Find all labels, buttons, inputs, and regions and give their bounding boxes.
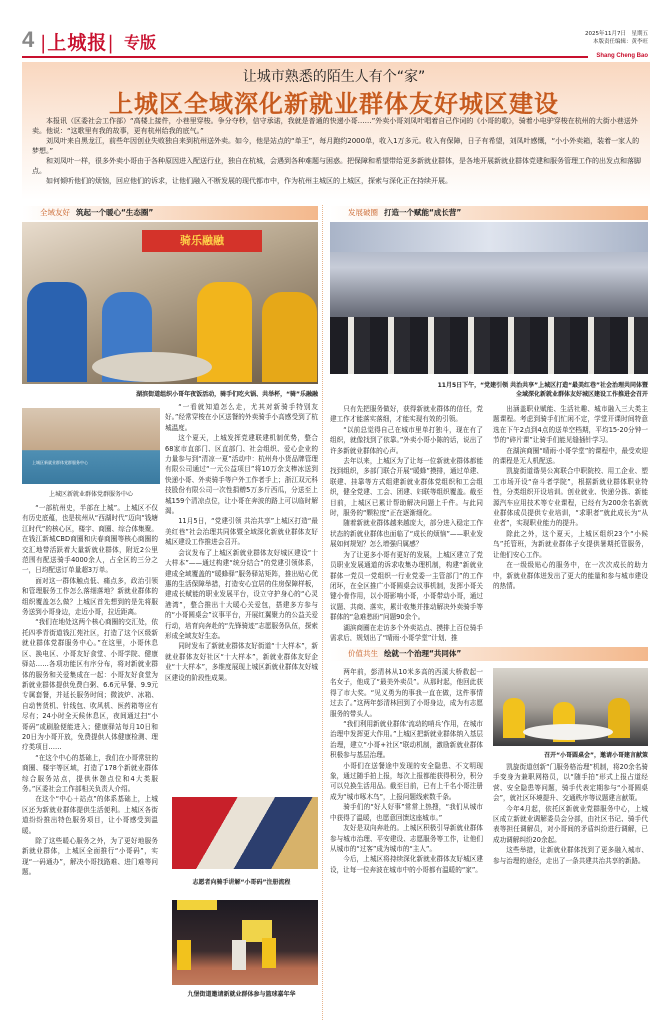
article-column-5: [330, 667, 483, 1019]
paragraph: 湖滨商圈在走访多个外卖站点、摸排上百位骑手需求后，规划出了“晴雨·小哥学堂”计划，推: [330, 623, 483, 641]
section-title: 打造一个赋能“成长营”: [384, 208, 462, 217]
issue-info: [585, 30, 648, 46]
article-column-6: [493, 762, 648, 1019]
section-header-2: [330, 206, 648, 220]
photo-service-center: [22, 408, 160, 484]
photo-roundtable-meeting: [493, 668, 648, 746]
paragraph: 今年4月起，依托区新就业党群服务中心，上城区成立新就业调解委员会分部，由社区书记、骑手代表等担任调解员，对小哥间的矛盾纠纷进行调解，已成功调解纠纷20余起。: [493, 804, 648, 844]
paragraph: 小哥们在送餐途中发现的安全隐患、不文明现象，通过随手拍上报，每次上报都能获得积分，积分可以兑换生活用品。截至目前，已有上千名小哥注册成为“城市啄木鸟”，上报问题线索数千条。: [330, 761, 483, 801]
paragraph: 11月5日，“党建引领 共治共享”上城区打造“最美红巷”社会治理共同体暨全域深化新就业群体友好城区建设工作推进会召开。: [165, 517, 318, 547]
paragraph: 为了让更多小哥有更好的发展，上城区建立了党员职业发展通道的诉求收集办理机制，构建“新就业群体一党员一党组织一行业党委一主管部门”的工作闭环，在全区推广小哥圆桌会议事机制，发挥小哥关键小骨作用，以小哥影响小哥，小哥带动小哥，通过议题、共商、落实，累计收集并推动解决外卖骑手等群体的“急难愁盼”问题90余个。: [330, 550, 483, 622]
column-divider: [322, 205, 323, 1020]
photo-banner-sign: 骑乐融融: [142, 230, 262, 252]
masthead-rule: [22, 56, 588, 58]
section-title: 绘就一个治理“共同体”: [384, 649, 462, 658]
paragraph: “在这个中心的基础上，我们在小哥常驻的商圈、楼宇等区域，打造了178个新就业群体综合服务站点，提供休憩点位和4大类服务。”区委社会工作部相关负责人介绍。: [22, 753, 158, 793]
paragraph: 随着新就业群体越来越庞大，部分进入稳定工作状态的新就业群体也面临了“成长的烦恼”——职业发展如何规划？怎么增强归属感？: [330, 519, 483, 549]
paragraph: 会议发布了上城区新就业群体友好城区建设“十大样本”——通过构建“统分结合”的党建引领体系，建成全域覆盖的“暖蜂驿”服务驿站矩阵，推出贴心优惠的生活保障举措，打造安心宜居的住房保障样板，建成长赋能的职业发展平台，设立守护身心的“心灵港湾”，整合推出十大暖心关爱包，搭建多方参与的“小哥圆桌会”议事平台，开展红翼聚力的公益关爱行动，培育向奔赴的“先锋骑迹”志愿服务队伍，探索形成全域友好生态。: [165, 548, 318, 640]
lead-paragraph: 刘凤叶来自黑龙江，前些年因创业失败独自来到杭州送外卖。如今，他是站点的“单王”，每月跑约2000单，收入1万多元。收入有保障，日子有希望，刘凤叶感慨，“小小外卖箱，装着一家人的梦想。”: [32, 137, 640, 155]
caption-line: 全域深化新就业群体友好城区建设工作推进会召开: [515, 391, 648, 398]
section-header-3: [330, 647, 648, 661]
caption-photo4: 九堡街道邀请新就业群体参与篮球嘉年华: [187, 991, 296, 998]
caption-line: 11月5日下午，“党建引领 共治共享”上城区打造“最美红巷”社会治理共同体暨: [437, 382, 648, 389]
caption-photo6: 召开“小哥圆桌会”，邀请小哥建言献策: [544, 752, 648, 759]
lead-paragraph: 如何倾听他们的烦恼，回应他们的诉求，让他们融入不断发展的现代都市中，作为杭州主城区的上城区，探索与深化正在持续开展。: [46, 177, 452, 185]
paragraph: 除了这些暖心服务之外，为了更好地服务新就业群体，上城区全面推行“小哥码”，实现“一码通办”，解决小哥找路难、进门难等问题。: [22, 837, 158, 877]
page-number: 4: [22, 27, 35, 52]
section-tag: 发展破圈: [348, 208, 378, 217]
photo-player: [177, 940, 191, 970]
article-column-4: [493, 404, 648, 641]
paragraph: “一看就知道怎么走，尤其对新骑手特别友好。”经常穿梭在小区送餐的外卖骑手小高感受到了杭城温度。: [165, 403, 318, 432]
paragraph: 在一级级贴心的服务中，在一次次成长的助力中，新就业群体迸发出了更大的能量和参与城市建设的热情。: [493, 561, 648, 590]
section-label: 专版: [124, 33, 157, 52]
paragraph: 凯旋街道创新“门服务格治理”机制，将20余名骑手变身为兼职网格员，以“随手拍”形式上报占道经营、安全隐患等问题，骑手代表定期参与“小哥圆桌会”，就社区环境提升、交通秩序等议题建言献策。: [493, 763, 648, 803]
paragraph: “我们利用新就业群体‘流动的哨兵’作用，在城市治理中发挥更大作用。”上城区把新就业群体纳入基层治理，建立“小哥+社区”联动机制，激励新就业群体积极参与基层治理。: [330, 720, 483, 760]
paragraph: 骑手们的“好人好事”常常上热搜，“我们从城市中获得了温暖，也愿意回馈这座城市。”: [330, 803, 483, 822]
article-column-1: [22, 503, 158, 1018]
paragraph: 两年前，彭清林从10米多高的西溪大桥救起一名女子，他成了“最美外卖员”。从那时起，他回此获得了市大奖。“见义勇为的事我一直在做，这件事情过去了。”这两年彭清林回到了小哥身边，成为有志愿服务的带头人。: [330, 668, 483, 718]
photo-table: [523, 724, 613, 740]
lead-text: [32, 116, 642, 186]
photo-volunteer-explains: [172, 797, 318, 869]
headline-subtitle: 让城市熟悉的陌生人有个“家”: [242, 69, 426, 85]
section-header-1: [22, 206, 318, 220]
paragraph: 去年以来，上城区为了让每一位新就业群体都能找到组织，多部门联合开展“暖蜂”摸排，通过单建、联建、挂靠等方式组建新就业群体党组织和工会组织，健全党建、工会、团建、妇联等组织覆盖。截至目前，上城区已累计帮助解决问题上千件。与此同时，服务的“颗粒度”正在逐渐细化。: [330, 457, 483, 518]
paragraph: “以前总觉得自己在城市里单打独斗，现在有了组织，就像找到了依靠。”外卖小哥小陈的话，说出了许多新就业群体的心声。: [330, 425, 483, 455]
photo-person: [27, 282, 87, 382]
editor: 本版责任编辑：黄李旺: [592, 39, 648, 45]
paragraph: 在这个“中心＋站点”的体系基础上，上城区还为新就业群体提供生活便利。上城区各街道纷纷推出特色服务项目，让小哥感受到温暖。: [22, 795, 158, 835]
paragraph: 只有先把服务做好，获得新就业群体的信任，党建工作才能落实落细，才能实现有效的引领。: [330, 405, 483, 424]
paragraph: 在湖滨商圈“晴雨·小哥学堂”的课程中，最受欢迎的课程是无人机配送。: [493, 446, 648, 466]
paper-english-name: Shang Cheng Bao: [596, 53, 648, 59]
photo-table: [92, 352, 212, 382]
paragraph: 除此之外，这个夏天，上城区组织23个“小候鸟”托管班，为新就业群体子女提供暑期托管服务，让他们安心工作。: [493, 529, 648, 559]
photo-audience: [330, 317, 648, 374]
paragraph: 友好是双向奔赴的。上城区积极引导新就业群体参与城市治理、平安建设、志愿服务等工作，让他们从城市的“过客”成为城市的“主人”。: [330, 824, 483, 853]
photo-player: [232, 940, 246, 970]
lead-paragraph: 和刘凤叶一样，很多外卖小哥由于各种原因进入配送行业，独自在杭城，会遇到各种难题与困惑。把保障和希望带给更多新就业群体，是各地开展新就业群体党建和服务管理工作的出发点和落脚点。: [32, 157, 641, 175]
section-tag: 价值共生: [348, 649, 378, 658]
paragraph: 这个夏天，上城发挥党建联建机制优势，整合68家市直部门、区直部门、社会组织、爱心企业的力量参与到“清凉一夏”活动中：杭州舟小货品牌管理有限公司通过“一元公益项目”将10万余支棒冰送到快递小哥、外卖骑手等户外工作者手上；浙江双元科技股份有限公司一次性捐赠5万多斤西瓜，分送至上城159个清凉点位，让小哥在奔波的路上可以临时解渴。: [165, 434, 318, 516]
paragraph: “我们在地处这两个核心商圈的交汇处，依托四季青街道钱江苑社区，打造了这个区级新就业群体党群服务中心。”在这里，小哥休息区、换电区、小哥友好食堂、小哥学院、健康驿站……各项功能区有序分布，将对新就业群体的服务和关爱集成在一起：小哥友好食堂为新就业群体提供免费白粥、6.6元早餐、9.9元专属套餐，并延长服务时间；微波炉、冰箱、自动售货机、针线包、吹风机、医药箱等应有尽有；24小时全天候休息区，夜间通过扫“小哥码”或刷脸便能进入；健康驿站每月10日和20日为小哥开放，免费提供人体健康检测、理疗类项目……: [22, 618, 158, 752]
caption-photo2: 上城区新就业群体党群服务中心: [48, 491, 133, 498]
article-column-3: [330, 404, 483, 641]
caption-photo5: [330, 381, 648, 399]
paragraph: 出涵盖职业赋能、生活社趣、城市融入三大类主题课程。考虑到骑手们忙闲不定，学堂开课时间特意选在下午2点到4点的送单空档期，平均15-20分钟一节的“碎片课”让骑手们能见缝插针学习。: [493, 405, 648, 445]
photo-ceiling: [330, 222, 648, 252]
photo-player: [262, 938, 276, 968]
photo-basketball-carnival: [172, 900, 318, 985]
paragraph: 凯旋街道谐昊公寓联合中职院校、用工企业、塑工市场开设“奋斗者学院”，根据新就业群体职业特性，分类组织开设培训。创业就业、快递分拣、新能源汽车应用技术等专业课程，已经有为200余名新就业群体成员提供专业培训，“求职者”就此成长为“从业者”，实现职业能力的提升。: [493, 467, 648, 528]
paragraph: 今后，上城区将持续深化新就业群体友好城区建设，让每一位奔波在城市中的小哥都有温暖的“家”。: [330, 855, 483, 874]
paragraph: “一部杭州史，半部在上城”。上城区不仅有历史底蕴，也是杭州从“西湖时代”迈向“钱塘江时代”的核心区，楼宇、商圈、综合体集聚。在钱江新城CBD商圈和庆春商圈等核心商圈的交汇地带活跃着大量新就业群体，附近2公里范围有配送骑手4000余人，占全区的三分之一，日均配送订单量超3万单。: [22, 504, 158, 575]
photo-new-year-dinner: [22, 222, 318, 384]
photo-promotion-meeting: [330, 222, 648, 374]
lead-paragraph: 本报讯（区委社会工作部）“高楼上接件，小巷里穿梭。争分夺秒，信守承诺，我就是普通的快递小哥……”外卖小哥刘凤叶唱着自己作词的《小哥的歌》，骑着小电驴穿梭在杭州的大街小巷送外卖。他说：“这歌里有我的故事，更有杭州给我的底气。”: [32, 117, 638, 135]
caption-photo1: 湖滨街道组织小哥年夜饭活动，骑手们吃火锅、共举杯，“骑”乐融融: [136, 391, 318, 398]
paper-name: 上城报: [47, 32, 108, 54]
caption-photo3: 志愿者向骑手讲解“小哥码”注册流程: [192, 879, 291, 886]
photo-building-sign: 上城区新就业群体党群服务中心: [32, 460, 88, 465]
paragraph: 面对这一群体触点低、痛点多，政治引领和管理服务工作怎么落细落地？新就业群体的组织覆盖怎么做？上城区首先想到的是先将服务送到小哥身边，走近小哥，拉近距离。: [22, 576, 158, 617]
photo-person: [262, 292, 317, 382]
article-column-2: [165, 402, 318, 794]
paper-logo: |上城报|: [40, 32, 115, 54]
photo-person: [503, 698, 525, 738]
paragraph: 这些举措，让新就业群体找到了更多融入城市、参与治理的途径，走出了一条共建共治共享的新路。: [493, 846, 648, 865]
paragraph: 同时发布了新就业群体友好街道“十大样本”，新就业群体友好社区“十大样本”，新就业群体友好企业“十大样本”，多维度展现上城区新就业群体友好城区建设的阶段性成果。: [165, 642, 318, 682]
photo-banner: [177, 900, 217, 910]
headline-title: 上城区全域深化新就业群体友好城区建设: [109, 90, 559, 118]
section-tag: 全域友好: [40, 208, 70, 217]
section-title: 筑起一个暖心“生态圈”: [76, 208, 154, 217]
issue-date: 2025年11月7日 星期五: [585, 31, 648, 37]
